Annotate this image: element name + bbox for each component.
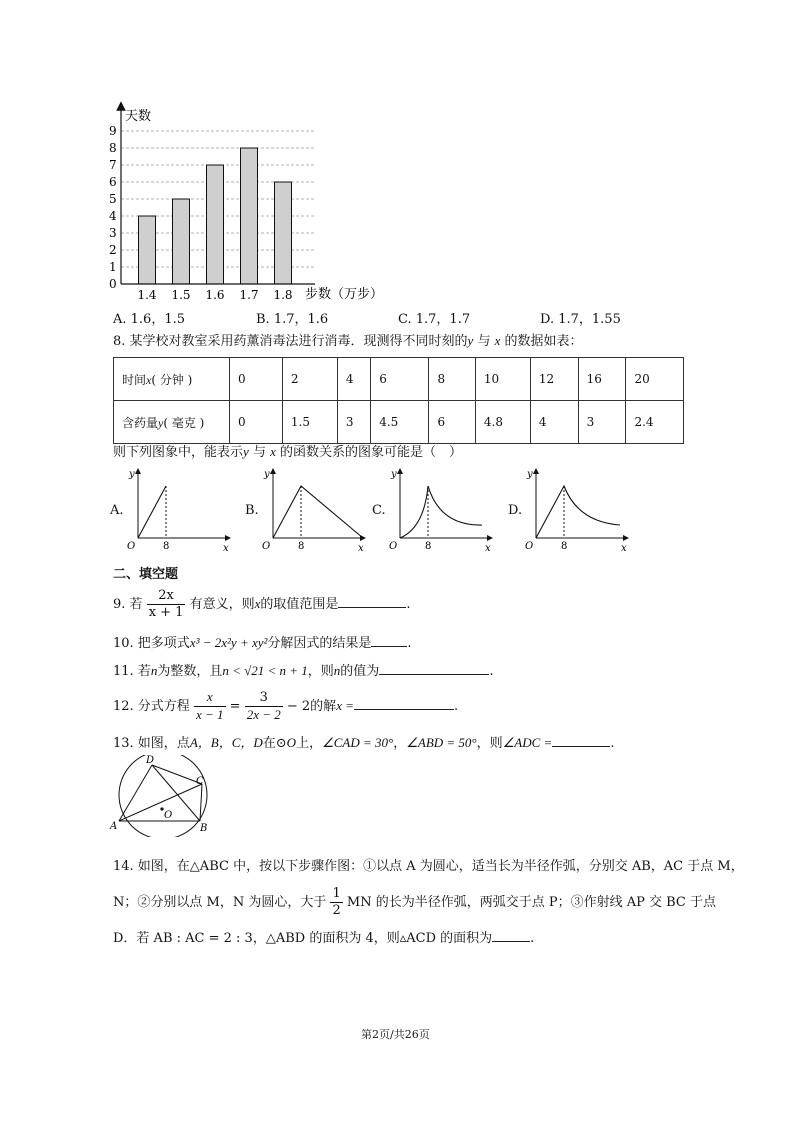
q11: 11. 若n为整数，且n < √21 < n + 1，则n的值为 . [113, 663, 494, 679]
table-cell: 4.8 [475, 401, 530, 444]
table-cell: 0 [229, 401, 282, 444]
table-cell: 12 [530, 358, 578, 401]
label-o: O [164, 810, 173, 821]
q12-right-fraction: $\frac{3}{2x - 2}$ [246, 689, 281, 722]
table-row [114, 401, 684, 444]
table-cell: 1.5 [282, 401, 337, 444]
q8-graph-options [110, 465, 640, 560]
bar [207, 165, 224, 284]
y-tick-label: 4 [109, 209, 117, 223]
bar [173, 199, 190, 284]
q7-option-c[interactable]: C. 1.7，1.7 [398, 312, 471, 327]
q14-answer-blank[interactable] [492, 929, 530, 942]
page-footer: 第2页/共26页 [361, 1028, 430, 1041]
label-b: B [200, 823, 208, 834]
axis-y-label: y [527, 469, 533, 480]
y-tick-label: 7 [109, 158, 117, 172]
x-tick-label: 1.5 [171, 288, 191, 302]
segment-bd [152, 765, 200, 821]
table-cell: 4.5 [371, 401, 429, 444]
table-cell: 4 [337, 358, 370, 401]
row-header: 时间x( 分钟 ) [114, 358, 230, 401]
q8-option-graph [522, 465, 632, 557]
q14-line-2: N；②分别以点 M，N 为圆心，大于 $\frac{1}{2}$ MN 的长为半径作弧，两弧交于点 P；③作射线 AP 交 BC 于点 [113, 886, 716, 918]
axis-y-label: y [391, 469, 397, 480]
row-header: 含药量y( 毫克 ) [114, 401, 230, 444]
q13-circle-figure [108, 755, 216, 837]
x-tick-label: 1.4 [137, 288, 157, 302]
origin-label: O [525, 541, 534, 552]
function-curve [138, 486, 166, 538]
q9: 9. 若 $\frac{2x}{x + 1}$ 有意义，则x的取值范围是 . [113, 588, 411, 620]
q9-answer-blank[interactable] [338, 595, 406, 608]
q8-option-label[interactable]: A. [110, 503, 124, 518]
table-cell: 3 [337, 401, 370, 444]
label-d: D [146, 755, 155, 766]
function-curve [400, 486, 482, 538]
axis-y-label: y [129, 469, 135, 480]
function-curve [273, 486, 363, 538]
q7-option-d[interactable]: D. 1.7，1.55 [540, 312, 621, 327]
q7-option-b[interactable]: B. 1.7，1.6 [256, 312, 329, 327]
tick-label: 8 [425, 541, 432, 552]
table-cell: 4 [530, 401, 578, 444]
q8-option-graph [386, 465, 496, 557]
q8-option-label[interactable]: D. [508, 503, 523, 518]
x-tick-label: 1.6 [205, 288, 225, 302]
q8-followup: 则下列图象中，能表示y 与 x 的函数关系的图象可能是（ ） [113, 444, 463, 460]
y-axis-label: 天数 [125, 109, 152, 124]
q9-fraction: $\frac{2x}{x + 1}$ [148, 588, 184, 620]
table-cell: 20 [626, 358, 684, 401]
bar [241, 148, 258, 284]
circle-o [119, 755, 207, 837]
y-tick-label: 8 [109, 141, 117, 155]
q8-option-label[interactable]: C. [372, 503, 386, 518]
bar-chart [105, 100, 405, 305]
q10: 10. 把多项式x³ − 2x²y + xy²分解因式的结果是 . [113, 635, 412, 651]
origin-label: O [389, 541, 398, 552]
q12-answer-blank[interactable] [354, 697, 454, 710]
q13: 13. 如图，点A，B，C，D在⊙O上，∠CAD = 30°，∠ABD = 50°，则∠ADC = . [113, 735, 615, 751]
x-tick-label: 1.8 [273, 288, 293, 302]
bar [139, 216, 156, 284]
table-cell: 0 [229, 358, 282, 401]
q8-option-graph [259, 465, 369, 557]
q8-option-graph [124, 465, 234, 557]
label-a: A [110, 821, 118, 832]
table-cell: 2 [282, 358, 337, 401]
tick-label: 8 [298, 541, 305, 552]
q8-stem: 8. 某学校对教室采用药薰消毒法进行消毒．现测得不同时刻的y 与 x 的数据如表： [113, 333, 583, 349]
q12-left-fraction: $\frac{x}{x - 1}$ [195, 689, 224, 722]
axis-x-label: x [485, 543, 491, 554]
q12: 12. 分式方程 $\frac{x}{x - 1}$ = $\frac{3}{2x - 2}$ − 2的解x = . [113, 689, 459, 722]
axis-x-label: x [223, 543, 229, 554]
q10-answer-blank[interactable] [371, 634, 407, 647]
q11-answer-blank[interactable] [379, 662, 489, 675]
label-c: C [196, 776, 204, 787]
table-cell: 6 [371, 358, 429, 401]
y-tick-label: 2 [109, 243, 117, 257]
axis-x-label: x [358, 543, 364, 554]
y-tick-label: 6 [109, 175, 117, 189]
segment-ad [119, 765, 152, 821]
x-tick-label: 1.7 [239, 288, 259, 302]
q8-data-table [113, 357, 684, 444]
y-tick-label: 1 [109, 260, 117, 274]
q14-line-3: D．若 AB : AC = 2 : 3，△ABD 的面积为 4，则▵ACD 的面积为 . [113, 931, 535, 946]
bar [275, 182, 292, 284]
table-cell: 3 [578, 401, 626, 444]
x-axis-label: 步数（万步） [305, 287, 384, 302]
table-cell: 16 [578, 358, 626, 401]
table-row [114, 358, 684, 401]
axis-y-label: y [264, 469, 270, 480]
table-cell: 10 [475, 358, 530, 401]
origin-label: O [127, 541, 136, 552]
tick-label: 8 [163, 541, 170, 552]
segment-ac [119, 784, 202, 821]
q14-half-fraction: $\frac{1}{2}$ [332, 886, 341, 918]
q7-option-a[interactable]: A. 1.6，1.5 [113, 312, 186, 327]
function-curve [536, 486, 620, 538]
table-cell: 6 [429, 401, 475, 444]
table-cell: 8 [429, 358, 475, 401]
q14-line-1: 14. 如图，在△ABC 中，按以下步骤作图：①以点 A 为圆心，适当长为半径作弧，分别交 AB，AC 于点 M， [113, 859, 744, 874]
y-tick-label: 5 [109, 192, 117, 206]
y-tick-label: 9 [109, 124, 117, 138]
q8-option-label[interactable]: B. [245, 503, 259, 518]
y-tick-label: 0 [109, 277, 117, 291]
q13-answer-blank[interactable] [552, 734, 610, 747]
table-cell: 2.4 [626, 401, 684, 444]
origin-label: O [262, 541, 271, 552]
y-tick-label: 3 [109, 226, 117, 240]
axis-x-label: x [621, 543, 627, 554]
tick-label: 8 [561, 541, 568, 552]
section-heading: 二、填空题 [113, 567, 179, 582]
